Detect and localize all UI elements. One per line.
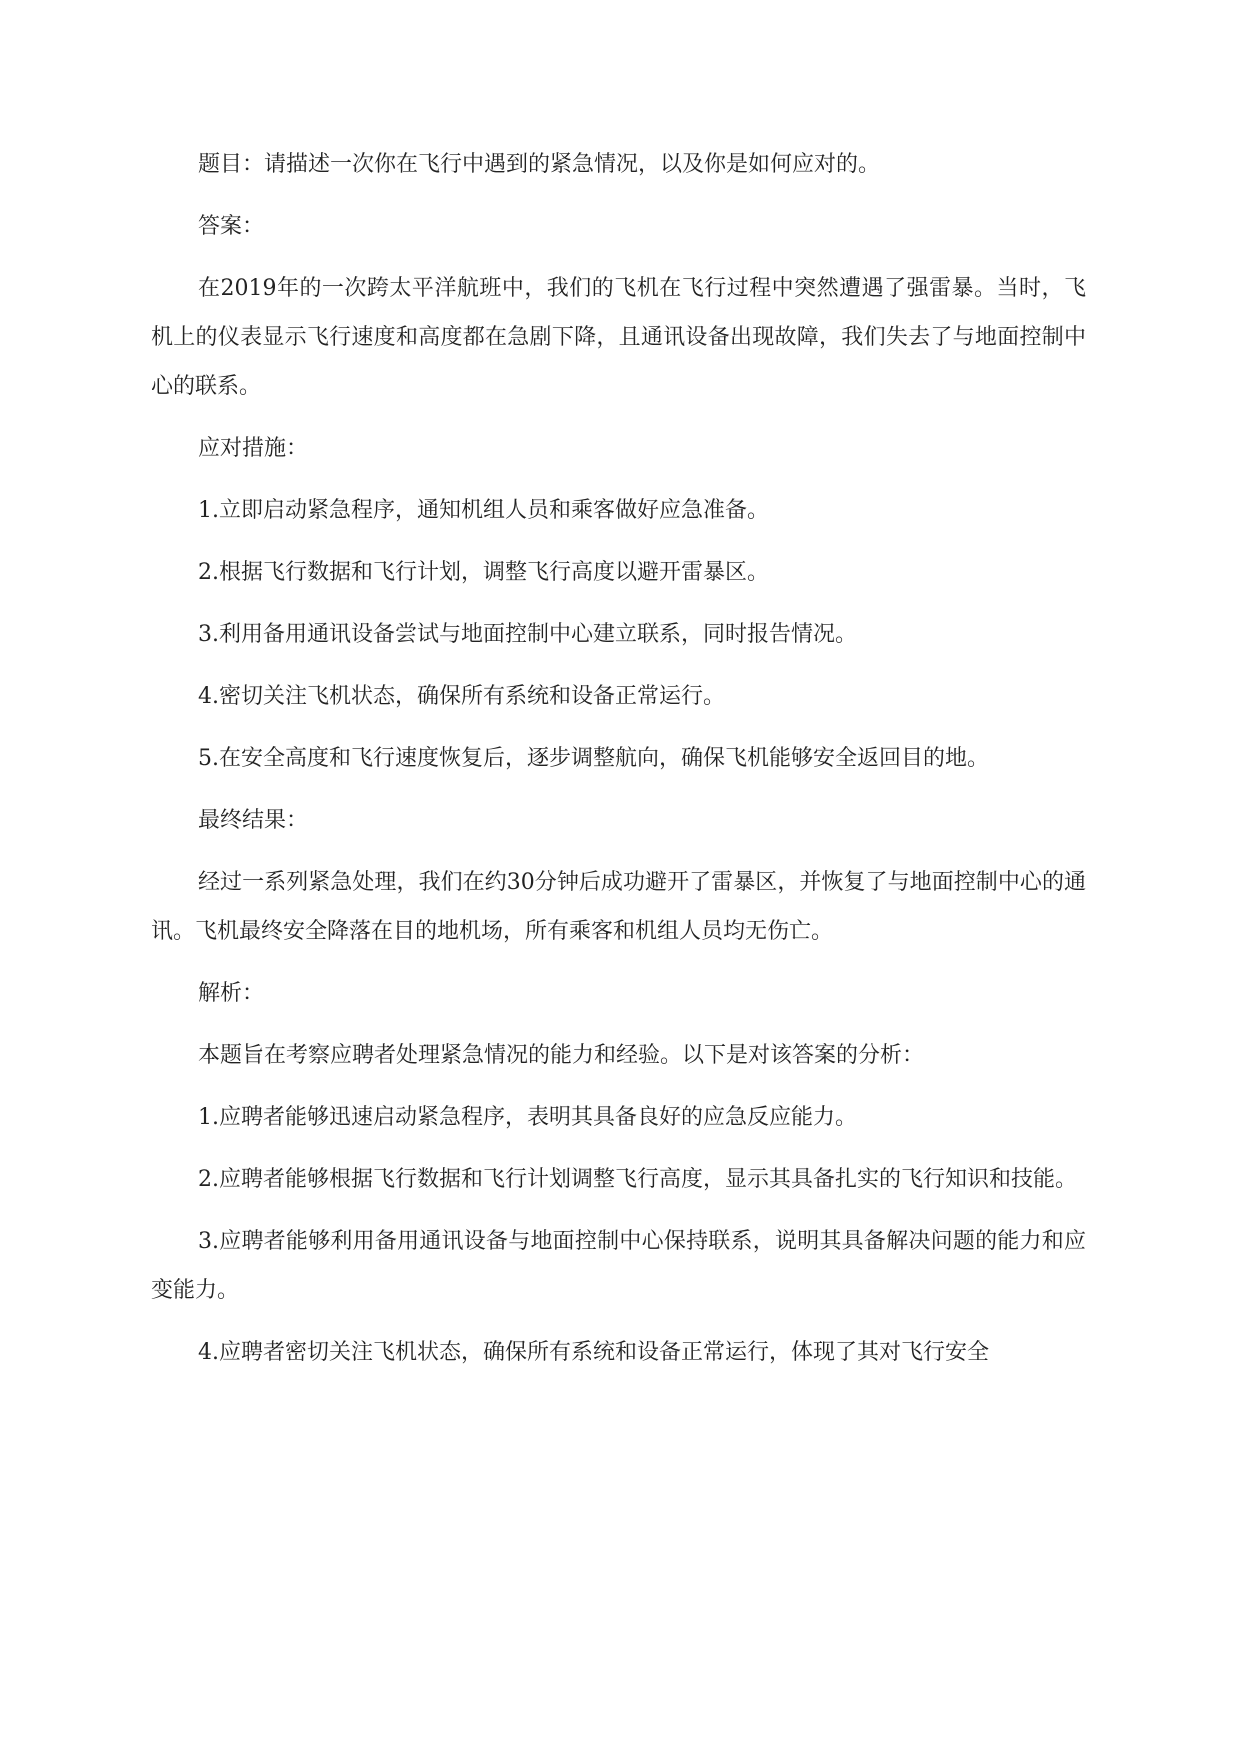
analysis-item-3: 3.应聘者能够利用备用通讯设备与地面控制中心保持联系，说明其具备解决问题的能力和应变能力。 [151,1229,1086,1303]
measure-item-5: 5.在安全高度和飞行速度恢复后，逐步调整航向，确保飞机能够安全返回目的地。 [198,746,989,771]
measure-item-1: 1.立即启动紧急程序，通知机组人员和乘客做好应急准备。 [198,498,769,523]
answer-heading: 答案： [198,214,265,239]
analysis-intro: 本题旨在考察应聘者处理紧急情况的能力和经验。以下是对该答案的分析： [198,1043,925,1068]
analysis-item-4: 4.应聘者密切关注飞机状态，确保所有系统和设备正常运行，体现了其对飞行安全 [198,1340,989,1365]
answer-paragraph: 在2019年的一次跨太平洋航班中，我们的飞机在飞行过程中突然遭遇了强雷暴。当时，飞机上的仪表显示飞行速度和高度都在急剧下降，且通讯设备出现故障，我们失去了与地面控制中心的联系。 [151,276,1086,399]
measure-item-3: 3.利用备用通讯设备尝试与地面控制中心建立联系，同时报告情况。 [198,622,857,647]
result-paragraph: 经过一系列紧急处理，我们在约30分钟后成功避开了雷暴区，并恢复了与地面控制中心的通讯。飞机最终安全降落在目的地机场，所有乘客和机组人员均无伤亡。 [151,870,1086,944]
question-paragraph: 题目：请描述一次你在飞行中遇到的紧急情况，以及你是如何应对的。 [198,152,881,177]
measures-heading: 应对措施： [198,436,309,461]
measure-item-4: 4.密切关注飞机状态，确保所有系统和设备正常运行。 [198,684,725,709]
analysis-heading: 解析： [198,981,265,1006]
result-heading: 最终结果： [198,808,309,833]
analysis-item-1: 1.应聘者能够迅速启动紧急程序，表明其具备良好的应急反应能力。 [198,1105,857,1130]
measure-item-2: 2.根据飞行数据和飞行计划，调整飞行高度以避开雷暴区。 [198,560,769,585]
document-body [151,140,1086,1390]
analysis-item-2: 2.应聘者能够根据飞行数据和飞行计划调整飞行高度，显示其具备扎实的飞行知识和技能。 [198,1167,1077,1192]
